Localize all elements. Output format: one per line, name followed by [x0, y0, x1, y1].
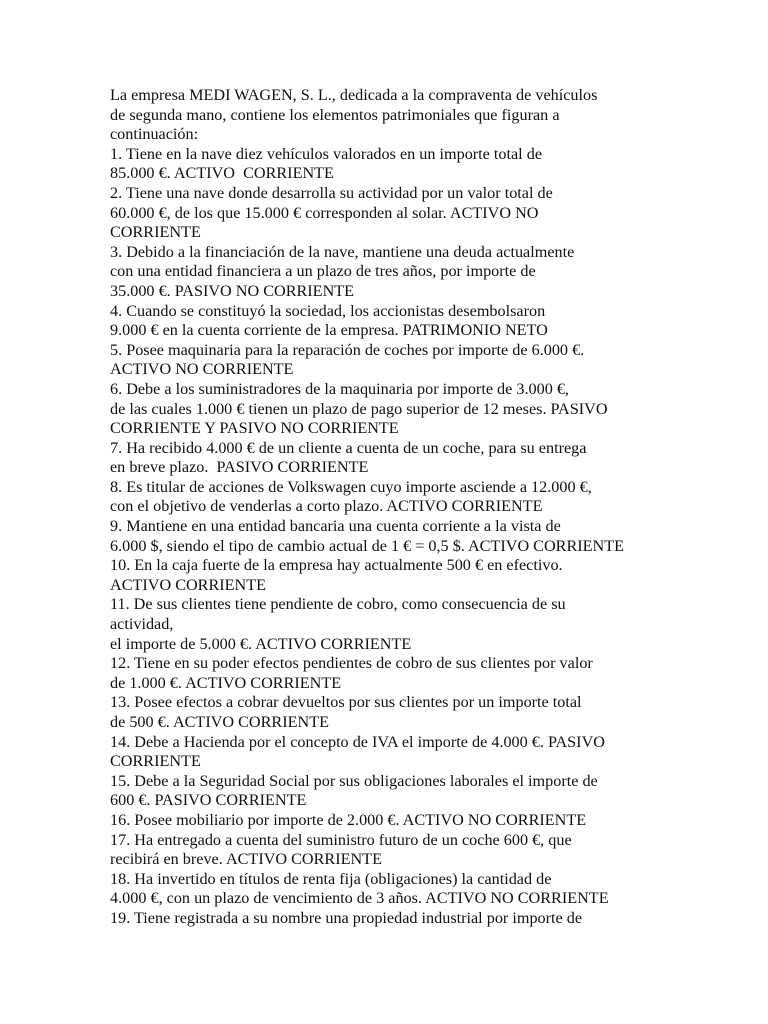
document-line: de 1.000 €. ACTIVO CORRIENTE — [110, 673, 342, 692]
document-line: 17. Ha entregado a cuenta del suministro futuro de un coche 600 €, que — [110, 830, 572, 849]
document-line: 6. Debe a los suministradores de la maquinaria por importe de 3.000 €, — [110, 379, 569, 398]
document-line: 16. Posee mobiliario por importe de 2.000 €. ACTIVO NO CORRIENTE — [110, 810, 587, 829]
document-line: 5. Posee maquinaria para la reparación de coches por importe de 6.000 €. — [110, 340, 585, 359]
document-line: 7. Ha recibido 4.000 € de un cliente a cuenta de un coche, para su entrega — [110, 438, 587, 457]
document-line: 4.000 €, con un plazo de vencimiento de 3 años. ACTIVO NO CORRIENTE — [110, 889, 609, 908]
document-line: 4. Cuando se constituyó la sociedad, los accionistas desembolsaron — [110, 301, 546, 320]
document-line: CORRIENTE — [110, 752, 201, 771]
document-line: 600 €. PASIVO CORRIENTE — [110, 791, 307, 810]
document-line: de 500 €. ACTIVO CORRIENTE — [110, 713, 329, 731]
document-line: 85.000 €. ACTIVO CORRIENTE — [110, 164, 334, 183]
document-line: en breve plazo. PASIVO CORRIENTE — [110, 458, 369, 477]
document-line: 6.000 $, siendo el tipo de cambio actual de 1 € = 0,5 $. ACTIVO CORRIENTE — [110, 536, 625, 555]
document-body — [110, 86, 710, 929]
document-line: de segunda mano, contiene los elementos patrimoniales que figuran a — [110, 105, 560, 124]
document-line: con el objetivo de venderlas a corto plazo. ACTIVO CORRIENTE — [110, 497, 543, 516]
document-line: ACTIVO NO CORRIENTE — [110, 360, 294, 379]
document-line: 12. Tiene en su poder efectos pendientes de cobro de sus clientes por valor — [110, 654, 593, 673]
document-line: recibirá en breve. ACTIVO CORRIENTE — [110, 850, 382, 869]
document-line: 9. Mantiene en una entidad bancaria una cuenta corriente a la vista de — [110, 517, 561, 536]
document-line: 15. Debe a la Seguridad Social por sus obligaciones laborales el importe de — [110, 771, 598, 790]
document-line: 13. Posee efectos a cobrar devueltos por sus clientes por un importe total — [110, 693, 582, 712]
document-line: 9.000 € en la cuenta corriente de la empresa. PATRIMONIO NETO — [110, 321, 548, 340]
document-line: 14. Debe a Hacienda por el concepto de IVA el importe de 4.000 €. PASIVO — [110, 732, 605, 751]
document-line: 3. Debido a la financiación de la nave, mantiene una deuda actualmente — [110, 242, 575, 261]
document-line: 60.000 €, de los que 15.000 € corresponden al solar. ACTIVO NO — [110, 203, 539, 222]
document-line: 1. Tiene en la nave diez vehículos valorados en un importe total de — [110, 144, 543, 163]
document-line: 18. Ha invertido en títulos de renta fija (obligaciones) la cantidad de — [110, 869, 552, 888]
document-line: CORRIENTE — [110, 223, 201, 242]
document-line: ACTIVO CORRIENTE — [110, 575, 267, 594]
document-line: 10. En la caja fuerte de la empresa hay actualmente 500 € en efectivo. — [110, 556, 563, 575]
document-line: con una entidad financiera a un plazo de tres años, por importe de — [110, 262, 536, 281]
document-line: de las cuales 1.000 € tienen un plazo de pago superior de 12 meses. PASIVO — [110, 399, 608, 418]
document-line: 8. Es titular de acciones de Volkswagen cuyo importe asciende a 12.000 €, — [110, 477, 592, 496]
document-line: continuación: — [110, 125, 199, 144]
document-line: 11. De sus clientes tiene pendiente de cobro, como consecuencia de su — [110, 595, 566, 614]
document-line: 35.000 €. PASIVO NO CORRIENTE — [110, 281, 355, 300]
document-line: CORRIENTE Y PASIVO NO CORRIENTE — [110, 419, 399, 438]
document-line: La empresa MEDI WAGEN, S. L., dedicada a la compraventa de vehículos — [110, 86, 598, 104]
document-line: el importe de 5.000 €. ACTIVO CORRIENTE — [110, 634, 412, 653]
document-line: 19. Tiene registrada a su nombre una propiedad industrial por importe de — [110, 908, 583, 927]
document-line: 2. Tiene una nave donde desarrolla su actividad por un valor total de — [110, 183, 553, 202]
document-line: actividad, — [110, 615, 174, 634]
